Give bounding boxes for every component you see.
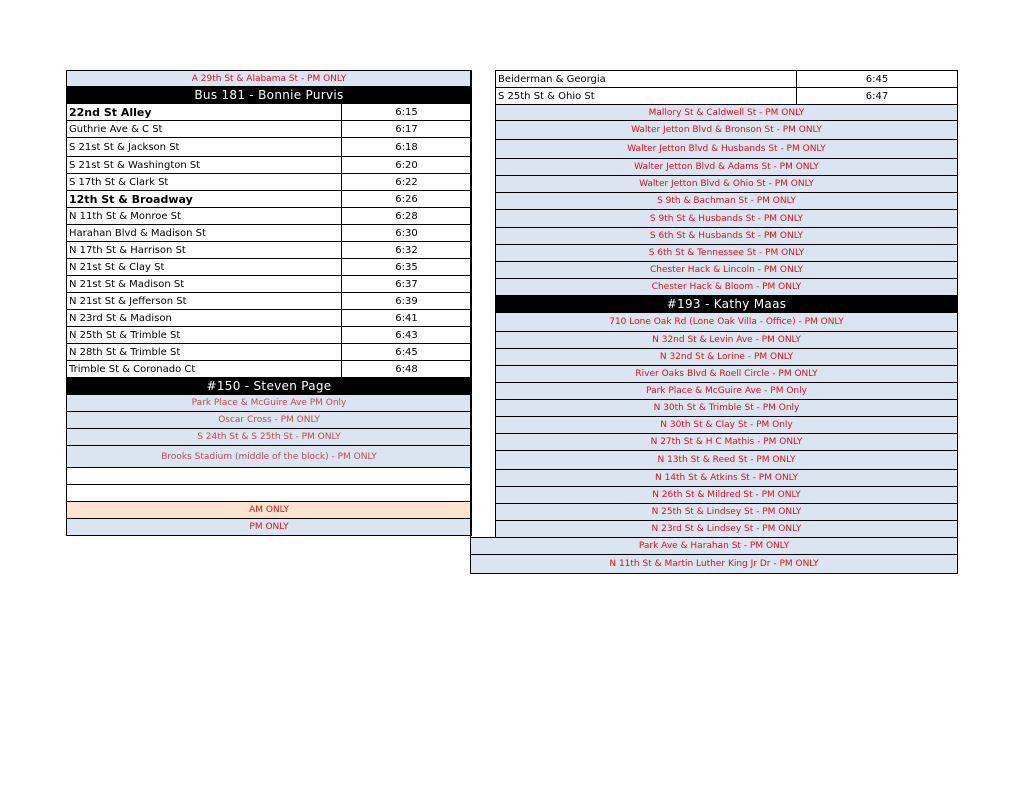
pm-stop-row	[471, 487, 958, 504]
pm-stop-row	[471, 159, 958, 176]
spacer-cell	[471, 332, 496, 349]
stop-name: Trimble St & Coronado Ct	[67, 361, 342, 378]
pm-stop-name: Park Place & McGuire Ave PM Only	[67, 395, 472, 412]
empty-row	[67, 468, 472, 485]
left-schedule-table	[66, 70, 472, 536]
pm-stop-name: Chester Hack & Lincoln - PM ONLY	[496, 262, 958, 279]
pm-stop-row	[471, 538, 958, 555]
legend-pm-only: PM ONLY	[67, 519, 472, 536]
pm-stop-row	[471, 349, 958, 366]
pm-stop-name: Walter Jetton Blvd & Husbands St - PM ONLY	[496, 140, 958, 159]
stop-row	[67, 157, 472, 174]
pm-stop-row	[471, 140, 958, 159]
pm-stop-name: N 13th St & Reed St - PM ONLY	[496, 451, 958, 470]
pm-stop-row	[471, 366, 958, 383]
pm-stop-row	[471, 383, 958, 400]
stop-row	[67, 327, 472, 344]
stop-row	[67, 276, 472, 293]
spacer-cell	[471, 121, 496, 140]
stop-name: S 25th St & Ohio St	[496, 88, 797, 105]
stop-time: 6:48	[342, 361, 472, 378]
pm-stop-row	[471, 121, 958, 140]
pm-stop-row	[471, 105, 958, 121]
stop-name: Guthrie Ave & C St	[67, 121, 342, 138]
bus-193-header: #193 - Kathy Maas	[496, 296, 958, 313]
stop-time: 6:41	[342, 310, 472, 327]
right-schedule-table	[470, 70, 958, 574]
stop-row	[67, 259, 472, 276]
pm-stop-name: Mallory St & Caldwell St - PM ONLY	[496, 105, 958, 121]
pm-stop-name: River Oaks Blvd & Roell Circle - PM ONLY	[496, 366, 958, 383]
pm-stop-row	[471, 228, 958, 245]
stop-name: N 11th St & Monroe St	[67, 208, 342, 225]
pm-stop-row	[471, 245, 958, 262]
stop-name: 22nd St Alley	[67, 104, 342, 121]
spacer-cell	[471, 262, 496, 279]
spacer-cell	[471, 434, 496, 451]
stop-row	[67, 310, 472, 327]
pm-stop-name: Walter Jetton Blvd & Adams St - PM ONLY	[496, 159, 958, 176]
stop-row	[471, 88, 958, 105]
stop-name: Beiderman & Georgia	[496, 71, 797, 88]
stop-time: 6:43	[342, 327, 472, 344]
stop-time: 6:18	[342, 138, 472, 157]
pm-stop-row	[67, 412, 472, 429]
stop-time: 6:39	[342, 293, 472, 310]
spacer-cell	[471, 313, 496, 332]
stop-time: 6:26	[342, 191, 472, 208]
stop-time: 6:20	[342, 157, 472, 174]
spacer-cell	[471, 228, 496, 245]
pm-stop-row	[471, 417, 958, 434]
spacer-cell	[471, 193, 496, 210]
pm-stop-row	[471, 279, 958, 296]
pm-stop-name: N 23rd St & Lindsey St - PM ONLY	[496, 521, 958, 538]
stop-row	[67, 138, 472, 157]
pm-stop-name: Park Ave & Harahan St - PM ONLY	[471, 538, 958, 555]
pm-stop-row	[67, 446, 472, 468]
pm-stop-name: Park Place & McGuire Ave - PM Only	[496, 383, 958, 400]
pm-stop-name: S 24th St & S 25th St - PM ONLY	[67, 429, 472, 446]
pm-stop-row	[471, 313, 958, 332]
pm-stop-name: N 30th St & Clay St - PM Only	[496, 417, 958, 434]
bus-150-header: #150 - Steven Page	[67, 378, 472, 395]
stop-name: N 17th St & Harrison St	[67, 242, 342, 259]
pm-stop-name: N 32nd St & Lorine - PM ONLY	[496, 349, 958, 366]
stop-time: 6:45	[342, 344, 472, 361]
stop-name: N 23rd St & Madison	[67, 310, 342, 327]
spacer-cell	[471, 470, 496, 487]
spacer-cell	[471, 366, 496, 383]
spacer-cell	[471, 451, 496, 470]
pm-stop-name: S 9th & Bachman St - PM ONLY	[496, 193, 958, 210]
pm-stop-row	[471, 193, 958, 210]
pm-stop-row	[471, 470, 958, 487]
pm-stop-name: N 14th St & Atkins St - PM ONLY	[496, 470, 958, 487]
pm-stop-name: 710 Lone Oak Rd (Lone Oak Villa - Office) - PM ONLY	[496, 313, 958, 332]
stop-time: 6:17	[342, 121, 472, 138]
stop-row	[67, 121, 472, 138]
spacer-cell	[471, 400, 496, 417]
top-note-cell: A 29th St & Alabama St - PM ONLY	[67, 71, 472, 87]
stop-time: 6:47	[797, 88, 958, 105]
stop-time: 6:35	[342, 259, 472, 276]
spacer-cell	[471, 105, 496, 121]
pm-stop-name: Brooks Stadium (middle of the block) - PM ONLY	[67, 446, 472, 468]
pm-stop-name: Chester Hack & Bloom - PM ONLY	[496, 279, 958, 296]
stop-time: 6:28	[342, 208, 472, 225]
pm-stop-row	[471, 434, 958, 451]
spacer-cell	[471, 504, 496, 521]
pm-stop-name: N 26th St & Mildred St - PM ONLY	[496, 487, 958, 504]
pm-stop-name: N 27th St & H C Mathis - PM ONLY	[496, 434, 958, 451]
stop-time: 6:37	[342, 276, 472, 293]
pm-stop-name: N 32nd St & Levin Ave - PM ONLY	[496, 332, 958, 349]
stop-time: 6:30	[342, 225, 472, 242]
pm-stop-row	[471, 332, 958, 349]
spacer-cell	[471, 71, 496, 88]
pm-stop-name: Walter Jetton Blvd & Bronson St - PM ONLY	[496, 121, 958, 140]
stop-name: S 17th St & Clark St	[67, 174, 342, 191]
pm-stop-name: S 6th St & Husbands St - PM ONLY	[496, 228, 958, 245]
stop-name: S 21st St & Jackson St	[67, 138, 342, 157]
pm-stop-name: S 6th St & Tennessee St - PM ONLY	[496, 245, 958, 262]
stop-time: 6:45	[797, 71, 958, 88]
pm-stop-row	[471, 555, 958, 574]
stop-row	[67, 242, 472, 259]
pm-stop-name: Walter Jetton Blvd & Ohio St - PM ONLY	[496, 176, 958, 193]
stop-row	[67, 174, 472, 191]
stop-name: N 21st St & Madison St	[67, 276, 342, 293]
spacer-cell	[471, 245, 496, 262]
spacer-cell	[471, 487, 496, 504]
spacer-cell	[471, 140, 496, 159]
pm-stop-name: S 9th St & Husbands St - PM ONLY	[496, 210, 958, 228]
stop-row	[67, 225, 472, 242]
pm-stop-name: Oscar Cross - PM ONLY	[67, 412, 472, 429]
pm-stop-row	[471, 451, 958, 470]
stop-row	[67, 344, 472, 361]
stop-time: 6:22	[342, 174, 472, 191]
spacer-cell	[471, 349, 496, 366]
stop-row	[67, 191, 472, 208]
stop-row	[67, 361, 472, 378]
pm-stop-row	[471, 504, 958, 521]
pm-stop-row	[471, 400, 958, 417]
stop-time: 6:15	[342, 104, 472, 121]
stop-row	[67, 208, 472, 225]
stop-name: Harahan Blvd & Madison St	[67, 225, 342, 242]
empty-row	[67, 485, 472, 502]
spacer-cell	[471, 296, 496, 313]
stop-name: N 21st St & Clay St	[67, 259, 342, 276]
pm-stop-row	[471, 210, 958, 228]
pm-stop-row	[471, 176, 958, 193]
stop-name: S 21st St & Washington St	[67, 157, 342, 174]
spacer-cell	[471, 417, 496, 434]
spacer-cell	[471, 279, 496, 296]
stop-name: N 28th St & Trimble St	[67, 344, 342, 361]
pm-stop-row	[67, 395, 472, 412]
stop-name: 12th St & Broadway	[67, 191, 342, 208]
bus-181-header: Bus 181 - Bonnie Purvis	[67, 87, 472, 104]
pm-stop-row	[67, 429, 472, 446]
stop-row	[67, 293, 472, 310]
spacer-cell	[471, 383, 496, 400]
spacer-cell	[471, 176, 496, 193]
stop-row	[67, 104, 472, 121]
spacer-cell	[471, 159, 496, 176]
stop-name: N 25th St & Trimble St	[67, 327, 342, 344]
legend-am-only: AM ONLY	[67, 502, 472, 519]
spacer-cell	[471, 521, 496, 538]
pm-stop-name: N 30th St & Trimble St - PM Only	[496, 400, 958, 417]
stop-time: 6:32	[342, 242, 472, 259]
spacer-cell	[471, 88, 496, 105]
stop-row	[471, 71, 958, 88]
spacer-cell	[471, 210, 496, 228]
pm-stop-name: N 25th St & Lindsey St - PM ONLY	[496, 504, 958, 521]
stop-name: N 21st St & Jefferson St	[67, 293, 342, 310]
pm-stop-name: N 11th St & Martin Luther King Jr Dr - PM ONLY	[471, 555, 958, 574]
pm-stop-row	[471, 521, 958, 538]
pm-stop-row	[471, 262, 958, 279]
